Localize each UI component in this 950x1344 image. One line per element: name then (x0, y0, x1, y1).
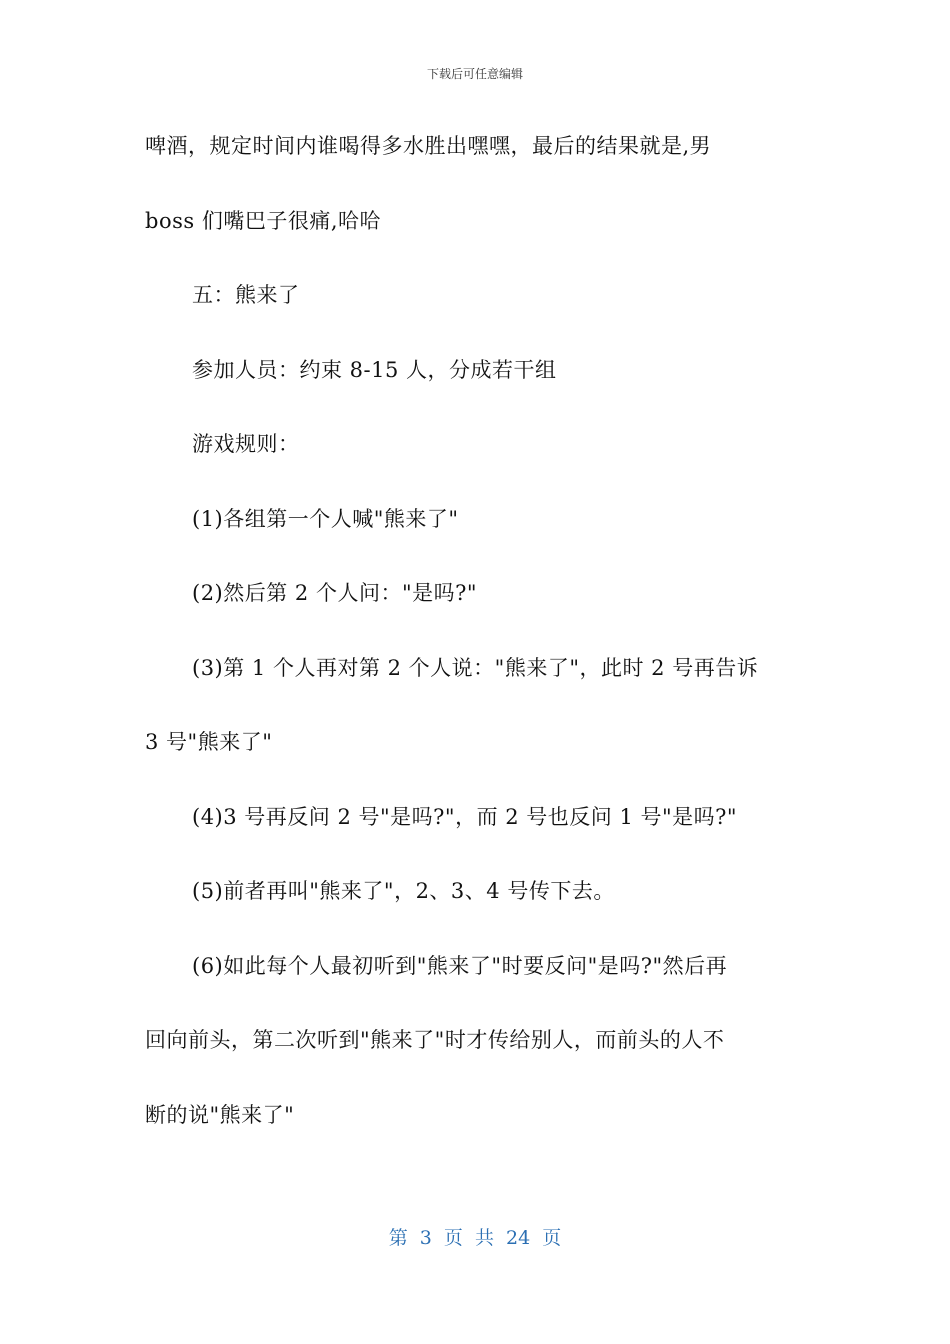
rule-item-continuation: 断的说"熊来了" (145, 1102, 295, 1127)
body-line: boss 们嘴巴子很痛,哈哈 (145, 208, 381, 233)
rule-item-continuation: 回向前头，第二次听到"熊来了"时才传给别人，而前头的人不 (145, 1028, 725, 1052)
section-heading: 五：熊来了 (192, 283, 300, 307)
document-body (145, 126, 805, 1169)
rule-item: (5)前者再叫"熊来了"，2、3、4 号传下去。 (192, 879, 615, 903)
rule-item: (3)第 1 个人再对第 2 个人说："熊来了"，此时 2 号再告诉 (192, 655, 759, 680)
rule-item: (2)然后第 2 个人问："是吗?" (192, 581, 478, 605)
body-line: 啤酒，规定时间内谁喝得多水胜出嘿嘿，最后的结果就是,男 (145, 134, 712, 158)
rule-item-continuation: 3 号"熊来了" (145, 730, 273, 754)
rule-item: (1)各组第一个人喊"熊来了" (192, 506, 459, 531)
rule-item: (6)如此每个人最初听到"熊来了"时要反问"是吗?"然后再 (192, 953, 728, 978)
body-line: 参加人员：约束 8-15 人，分成若干组 (192, 357, 557, 382)
rule-item: (4)3 号再反问 2 号"是吗?"，而 2 号也反问 1 号"是吗?" (192, 804, 738, 829)
page-header: 下载后可任意编辑 (426, 67, 523, 81)
body-line: 游戏规则： (192, 432, 300, 456)
page-footer: 第 3 页 共 24 页 (388, 1227, 562, 1249)
